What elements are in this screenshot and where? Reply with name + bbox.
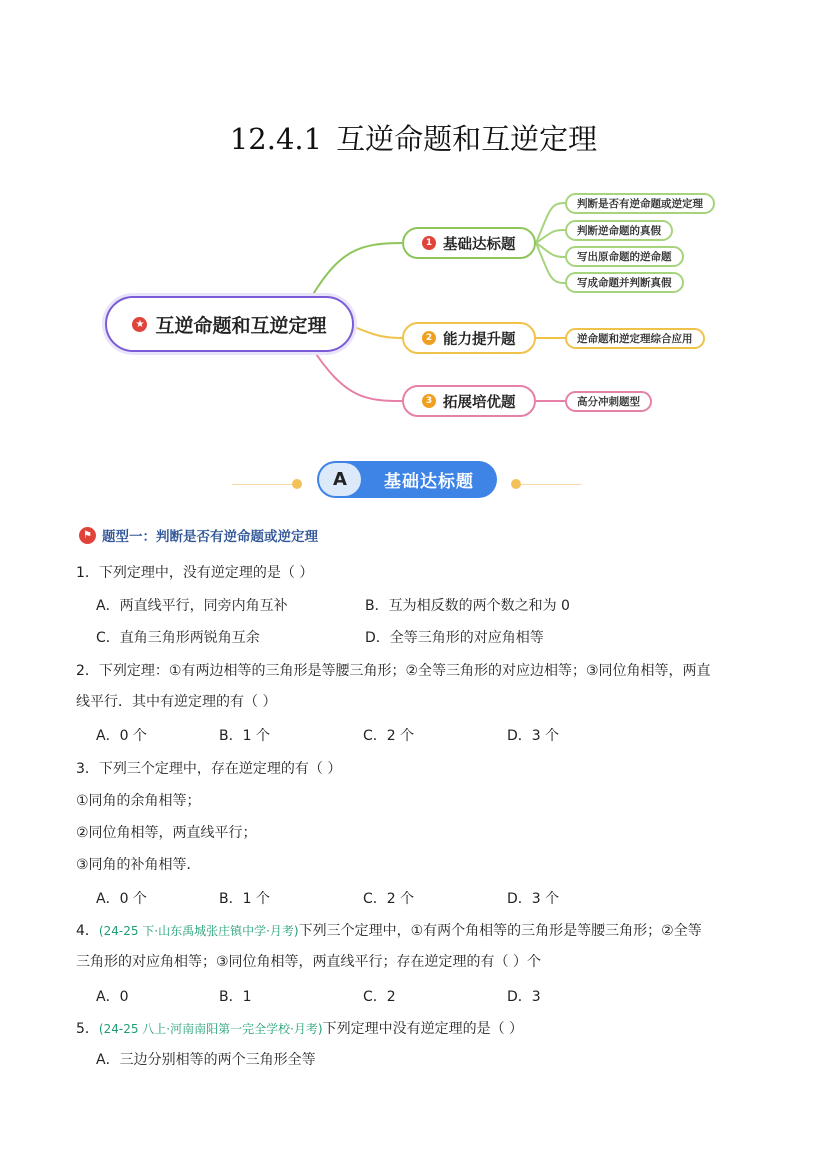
- mindmap-leaf: 判断是否有逆命题或逆定理: [565, 193, 715, 214]
- mindmap-branch-1: [402, 227, 536, 259]
- q1-option-d: D．全等三角形的对应角相等: [365, 630, 544, 646]
- connector-b1-leaf4: [536, 243, 565, 283]
- q4-source: (24-25 下·山东禹城张庄镇中学·月考): [98, 924, 299, 938]
- mindmap-leaf: 判断逆命题的真假: [565, 220, 673, 241]
- number-badge-icon: 3: [422, 394, 436, 408]
- q3-item-1: ①同角的余角相等；: [76, 793, 201, 809]
- q4-number: 4．: [76, 923, 99, 939]
- q2-option-c: C．2 个: [363, 728, 415, 744]
- q5-text: 下列定理中没有逆定理的是（ ）: [322, 1021, 524, 1037]
- q2-option-b: B．1 个: [219, 728, 270, 744]
- connector-root-branch1: [312, 243, 402, 296]
- number-badge-icon: 2: [422, 331, 436, 345]
- q4-option-a: A．0: [96, 989, 129, 1005]
- q3-option-d: D．3 个: [507, 891, 560, 907]
- branch-label: 拓展培优题: [443, 394, 516, 411]
- mindmap-branch-2: [402, 322, 536, 354]
- branch-label: 基础达标题: [443, 236, 516, 253]
- mindmap-leaf: 逆命题和逆定理综合应用: [565, 328, 705, 349]
- q3-option-b: B．1 个: [219, 891, 270, 907]
- question-type-label: 题型一：判断是否有逆命题或逆定理: [102, 529, 318, 545]
- q4-option-c: C．2: [363, 989, 396, 1005]
- connector-root-branch3: [312, 348, 402, 401]
- branch-label: 能力提升题: [443, 331, 516, 348]
- mindmap-branch-3: [402, 385, 536, 417]
- q3-item-2: ②同位角相等，两直线平行；: [76, 825, 257, 841]
- section-number: 12.4.1: [229, 122, 323, 156]
- question-3-stem: 3．下列三个定理中，存在逆定理的有（ ）: [76, 761, 342, 777]
- question-1-stem: 1．下列定理中，没有逆定理的是（ ）: [76, 565, 314, 581]
- q2-option-d: D．3 个: [507, 728, 560, 744]
- q4-option-d: D．3: [507, 989, 541, 1005]
- mindmap-root: [105, 296, 354, 352]
- q1-option-c: C．直角三角形两锐角互余: [96, 630, 260, 646]
- question-type-heading: [79, 525, 318, 545]
- q3-item-3: ③同角的补角相等．: [76, 857, 201, 873]
- question-5-line1: [76, 1018, 523, 1038]
- section-letter: A: [319, 463, 361, 496]
- mindmap-root-label: 互逆命题和互逆定理: [155, 314, 327, 337]
- q5-number: 5．: [76, 1021, 99, 1037]
- mindmap-leaf: 写成命题并判断真假: [565, 272, 684, 293]
- mindmap-leaf: 高分冲刺题型: [565, 391, 652, 412]
- divider-dot-right: [511, 479, 521, 489]
- section-header: [317, 461, 497, 498]
- divider-right: [521, 484, 581, 485]
- title-text: 互逆命题和互逆定理: [336, 122, 598, 156]
- q4-option-b: B．1: [219, 989, 252, 1005]
- flag-icon: ⚑: [79, 527, 96, 544]
- q5-source: (24-25 八上·河南南阳第一完全学校·月考): [98, 1022, 323, 1036]
- question-4-line1: [76, 920, 702, 940]
- question-4-line2: 三角形的对应角相等；③同位角相等，两直线平行；存在逆定理的有（ ）个: [76, 954, 541, 970]
- section-label: 基础达标题: [384, 472, 474, 492]
- divider-dot-left: [292, 479, 302, 489]
- star-icon: ★: [132, 317, 147, 332]
- q2-option-a: A．0 个: [96, 728, 147, 744]
- q3-option-c: C．2 个: [363, 891, 415, 907]
- q4-text: 下列三个定理中，①有两个角相等的三角形是等腰三角形；②全等: [298, 923, 702, 939]
- question-2-line1: 2．下列定理：①有两边相等的三角形是等腰三角形；②全等三角形的对应边相等；③同位角相等，两直: [76, 663, 711, 679]
- question-2-line2: 线平行．其中有逆定理的有（ ）: [76, 694, 277, 710]
- q3-option-a: A．0 个: [96, 891, 147, 907]
- q1-option-b: B．互为相反数的两个数之和为 0: [365, 598, 570, 614]
- q1-option-a: A．两直线平行，同旁内角互补: [96, 598, 288, 614]
- divider-left: [232, 484, 294, 485]
- mindmap-leaf: 写出原命题的逆命题: [565, 246, 684, 267]
- connector-b1-leaf1: [536, 203, 565, 243]
- connector-root-branch2: [350, 325, 402, 338]
- q5-option-a: A．三边分别相等的两个三角形全等: [96, 1052, 316, 1068]
- number-badge-icon: 1: [422, 236, 436, 250]
